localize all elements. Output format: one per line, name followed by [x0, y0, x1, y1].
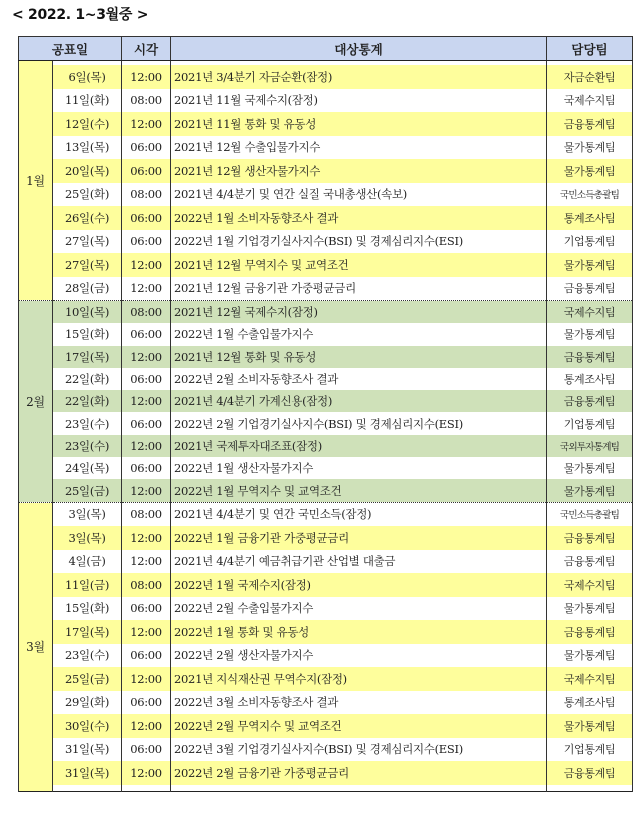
statistic-name-cell: 2021년 12월 금융기관 가중평균금리 — [171, 277, 547, 301]
release-time-cell: 12:00 — [122, 435, 171, 457]
team-cell: 기업통계팀 — [547, 230, 633, 254]
release-date-cell: 31일(목) — [53, 738, 122, 762]
release-date-cell: 20일(목) — [53, 159, 122, 183]
statistic-name-cell: 2022년 2월 기업경기실사지수(BSI) 및 경제심리지수(ESI) — [171, 412, 547, 434]
statistic-name-cell: 2021년 12월 통화 및 유동성 — [171, 346, 547, 368]
release-date-cell: 12일(수) — [53, 112, 122, 136]
release-date-cell: 13일(목) — [53, 136, 122, 160]
spacer-cell — [53, 785, 122, 792]
team-cell: 금융통계팀 — [547, 526, 633, 550]
release-time-cell: 12:00 — [122, 620, 171, 644]
team-cell: 물가통계팀 — [547, 136, 633, 160]
statistic-name-cell: 2022년 2월 소비자동향조사 결과 — [171, 368, 547, 390]
release-date-cell: 27일(목) — [53, 253, 122, 277]
statistic-name-cell: 2021년 11월 국제수지(잠정) — [171, 89, 547, 113]
release-time-cell: 12:00 — [122, 112, 171, 136]
statistic-name-cell: 2022년 1월 수출입물가지수 — [171, 323, 547, 345]
release-date-cell: 27일(목) — [53, 230, 122, 254]
release-time-cell: 06:00 — [122, 230, 171, 254]
release-date-cell: 23일(수) — [53, 435, 122, 457]
release-date-cell: 3일(목) — [53, 502, 122, 526]
statistic-name-cell: 2021년 4/4분기 및 연간 국민소득(잠정) — [171, 502, 547, 526]
header-release-date: 공표일 — [19, 37, 122, 61]
table-row — [19, 550, 633, 574]
release-date-cell: 11일(화) — [53, 89, 122, 113]
spacer-cell — [171, 785, 547, 792]
table-row — [19, 323, 633, 345]
statistic-name-cell: 2022년 2월 무역지수 및 교역조건 — [171, 714, 547, 738]
statistic-name-cell: 2021년 11월 통화 및 유동성 — [171, 112, 547, 136]
table-row — [19, 435, 633, 457]
table-row — [19, 346, 633, 368]
release-date-cell: 23일(수) — [53, 412, 122, 434]
release-time-cell: 06:00 — [122, 323, 171, 345]
release-time-cell: 12:00 — [122, 550, 171, 574]
release-date-cell: 31일(목) — [53, 761, 122, 785]
statistic-name-cell: 2021년 국제투자대조표(잠정) — [171, 435, 547, 457]
statistic-name-cell: 2021년 12월 수출입물가지수 — [171, 136, 547, 160]
team-cell: 물가통계팀 — [547, 159, 633, 183]
release-date-cell: 22일(화) — [53, 390, 122, 412]
table-row — [19, 479, 633, 502]
table-row — [19, 644, 633, 668]
release-time-cell: 12:00 — [122, 479, 171, 502]
release-time-cell: 06:00 — [122, 368, 171, 390]
release-time-cell: 12:00 — [122, 761, 171, 785]
release-time-cell: 06:00 — [122, 457, 171, 479]
statistic-name-cell: 2021년 4/4분기 및 연간 실질 국내총생산(속보) — [171, 183, 547, 207]
release-date-cell: 28일(금) — [53, 277, 122, 301]
table-row — [19, 620, 633, 644]
release-time-cell: 08:00 — [122, 183, 171, 207]
statistic-name-cell: 2022년 1월 기업경기실사지수(BSI) 및 경제심리지수(ESI) — [171, 230, 547, 254]
release-date-cell: 26일(수) — [53, 206, 122, 230]
table-row — [19, 89, 633, 113]
statistic-name-cell: 2022년 1월 소비자동향조사 결과 — [171, 206, 547, 230]
team-cell: 통계조사팀 — [547, 691, 633, 715]
team-cell: 물가통계팀 — [547, 714, 633, 738]
table-row — [19, 136, 633, 160]
release-time-cell: 12:00 — [122, 65, 171, 89]
spacer-cell — [547, 785, 633, 792]
release-date-cell: 17일(목) — [53, 620, 122, 644]
team-cell: 국민소득총괄팀 — [547, 502, 633, 526]
team-cell: 자금순환팀 — [547, 65, 633, 89]
release-time-cell: 06:00 — [122, 206, 171, 230]
table-row — [19, 691, 633, 715]
release-time-cell: 06:00 — [122, 738, 171, 762]
release-date-cell: 15일(화) — [53, 597, 122, 621]
team-cell: 통계조사팀 — [547, 368, 633, 390]
table-row — [19, 738, 633, 762]
table-row — [19, 597, 633, 621]
table-row — [19, 368, 633, 390]
statistic-name-cell: 2021년 4/4분기 예금취급기관 산업별 대출금 — [171, 550, 547, 574]
month-label-jan: 1월 — [19, 61, 53, 301]
team-cell: 물가통계팀 — [547, 479, 633, 502]
team-cell: 국제수지팀 — [547, 89, 633, 113]
table-row — [19, 667, 633, 691]
release-time-cell: 06:00 — [122, 412, 171, 434]
team-cell: 금융통계팀 — [547, 112, 633, 136]
release-time-cell: 08:00 — [122, 301, 171, 324]
statistic-name-cell: 2022년 2월 수출입물가지수 — [171, 597, 547, 621]
table-row — [19, 253, 633, 277]
release-schedule-table — [18, 36, 633, 792]
table-row — [19, 573, 633, 597]
team-cell: 국제수지팀 — [547, 301, 633, 324]
table-row — [19, 65, 633, 89]
release-date-cell: 29일(화) — [53, 691, 122, 715]
month-label-mar: 3월 — [19, 502, 53, 791]
release-time-cell: 12:00 — [122, 714, 171, 738]
table-body — [19, 61, 633, 792]
release-date-cell: 11일(금) — [53, 573, 122, 597]
release-time-cell: 06:00 — [122, 644, 171, 668]
release-time-cell: 08:00 — [122, 502, 171, 526]
release-time-cell: 12:00 — [122, 667, 171, 691]
release-date-cell: 30일(수) — [53, 714, 122, 738]
team-cell: 국제수지팀 — [547, 667, 633, 691]
team-cell: 물가통계팀 — [547, 597, 633, 621]
team-cell: 금융통계팀 — [547, 346, 633, 368]
statistic-name-cell: 2022년 1월 국제수지(잠정) — [171, 573, 547, 597]
team-cell: 국민소득총괄팀 — [547, 183, 633, 207]
release-date-cell: 10일(목) — [53, 301, 122, 324]
statistic-name-cell: 2022년 3월 기업경기실사지수(BSI) 및 경제심리지수(ESI) — [171, 738, 547, 762]
table-row — [19, 183, 633, 207]
table-row — [19, 412, 633, 434]
release-date-cell: 17일(목) — [53, 346, 122, 368]
team-cell: 금융통계팀 — [547, 550, 633, 574]
statistic-name-cell: 2022년 2월 금융기관 가중평균금리 — [171, 761, 547, 785]
team-cell: 물가통계팀 — [547, 253, 633, 277]
statistic-name-cell: 2022년 1월 금융기관 가중평균금리 — [171, 526, 547, 550]
statistic-name-cell: 2021년 12월 생산자물가지수 — [171, 159, 547, 183]
statistic-name-cell: 2022년 1월 통화 및 유동성 — [171, 620, 547, 644]
statistic-name-cell: 2022년 3월 소비자동향조사 결과 — [171, 691, 547, 715]
release-date-cell: 4일(금) — [53, 550, 122, 574]
table-row — [19, 390, 633, 412]
statistic-name-cell: 2021년 지식재산권 무역수지(잠정) — [171, 667, 547, 691]
team-cell: 금융통계팀 — [547, 277, 633, 301]
release-date-cell: 15일(화) — [53, 323, 122, 345]
team-cell: 금융통계팀 — [547, 620, 633, 644]
release-date-cell: 3일(목) — [53, 526, 122, 550]
release-time-cell: 06:00 — [122, 597, 171, 621]
team-cell: 물가통계팀 — [547, 644, 633, 668]
header-statistic: 대상통계 — [171, 37, 547, 61]
team-cell: 기업통계팀 — [547, 412, 633, 434]
statistic-name-cell: 2022년 1월 무역지수 및 교역조건 — [171, 479, 547, 502]
release-time-cell: 12:00 — [122, 346, 171, 368]
table-row — [19, 714, 633, 738]
statistic-name-cell: 2021년 12월 국제수지(잠정) — [171, 301, 547, 324]
statistic-name-cell: 2021년 4/4분기 가계신용(잠정) — [171, 390, 547, 412]
release-time-cell: 08:00 — [122, 89, 171, 113]
team-cell: 금융통계팀 — [547, 761, 633, 785]
release-date-cell: 22일(화) — [53, 368, 122, 390]
statistic-name-cell: 2021년 12월 무역지수 및 교역조건 — [171, 253, 547, 277]
table-row — [19, 502, 633, 526]
release-date-cell: 25일(금) — [53, 667, 122, 691]
table-row — [19, 230, 633, 254]
table-row — [19, 761, 633, 785]
table-row — [19, 277, 633, 301]
table-row — [19, 112, 633, 136]
team-cell: 기업통계팀 — [547, 738, 633, 762]
spacer-cell — [122, 785, 171, 792]
header-time: 시각 — [122, 37, 171, 61]
release-time-cell: 12:00 — [122, 277, 171, 301]
release-date-cell: 25일(금) — [53, 479, 122, 502]
spacer-row — [19, 785, 633, 792]
header-team: 담당팀 — [547, 37, 633, 61]
statistic-name-cell: 2021년 3/4분기 자금순환(잠정) — [171, 65, 547, 89]
release-time-cell: 06:00 — [122, 691, 171, 715]
table-row — [19, 526, 633, 550]
table-row — [19, 457, 633, 479]
table-row — [19, 206, 633, 230]
release-time-cell: 06:00 — [122, 159, 171, 183]
page-title: < 2022. 1~3월중 > — [12, 7, 149, 23]
release-time-cell: 12:00 — [122, 390, 171, 412]
release-time-cell: 12:00 — [122, 253, 171, 277]
team-cell: 물가통계팀 — [547, 323, 633, 345]
release-date-cell: 6일(목) — [53, 65, 122, 89]
statistic-name-cell: 2022년 2월 생산자물가지수 — [171, 644, 547, 668]
team-cell: 국외투자통계팀 — [547, 435, 633, 457]
statistic-name-cell: 2022년 1월 생산자물가지수 — [171, 457, 547, 479]
team-cell: 금융통계팀 — [547, 390, 633, 412]
release-time-cell: 08:00 — [122, 573, 171, 597]
team-cell: 국제수지팀 — [547, 573, 633, 597]
release-date-cell: 23일(수) — [53, 644, 122, 668]
table-header-row — [19, 37, 633, 61]
month-label-feb: 2월 — [19, 301, 53, 503]
release-time-cell: 12:00 — [122, 526, 171, 550]
release-time-cell: 06:00 — [122, 136, 171, 160]
release-date-cell: 24일(목) — [53, 457, 122, 479]
team-cell: 물가통계팀 — [547, 457, 633, 479]
table-row — [19, 301, 633, 324]
team-cell: 통계조사팀 — [547, 206, 633, 230]
release-date-cell: 25일(화) — [53, 183, 122, 207]
table-row — [19, 159, 633, 183]
